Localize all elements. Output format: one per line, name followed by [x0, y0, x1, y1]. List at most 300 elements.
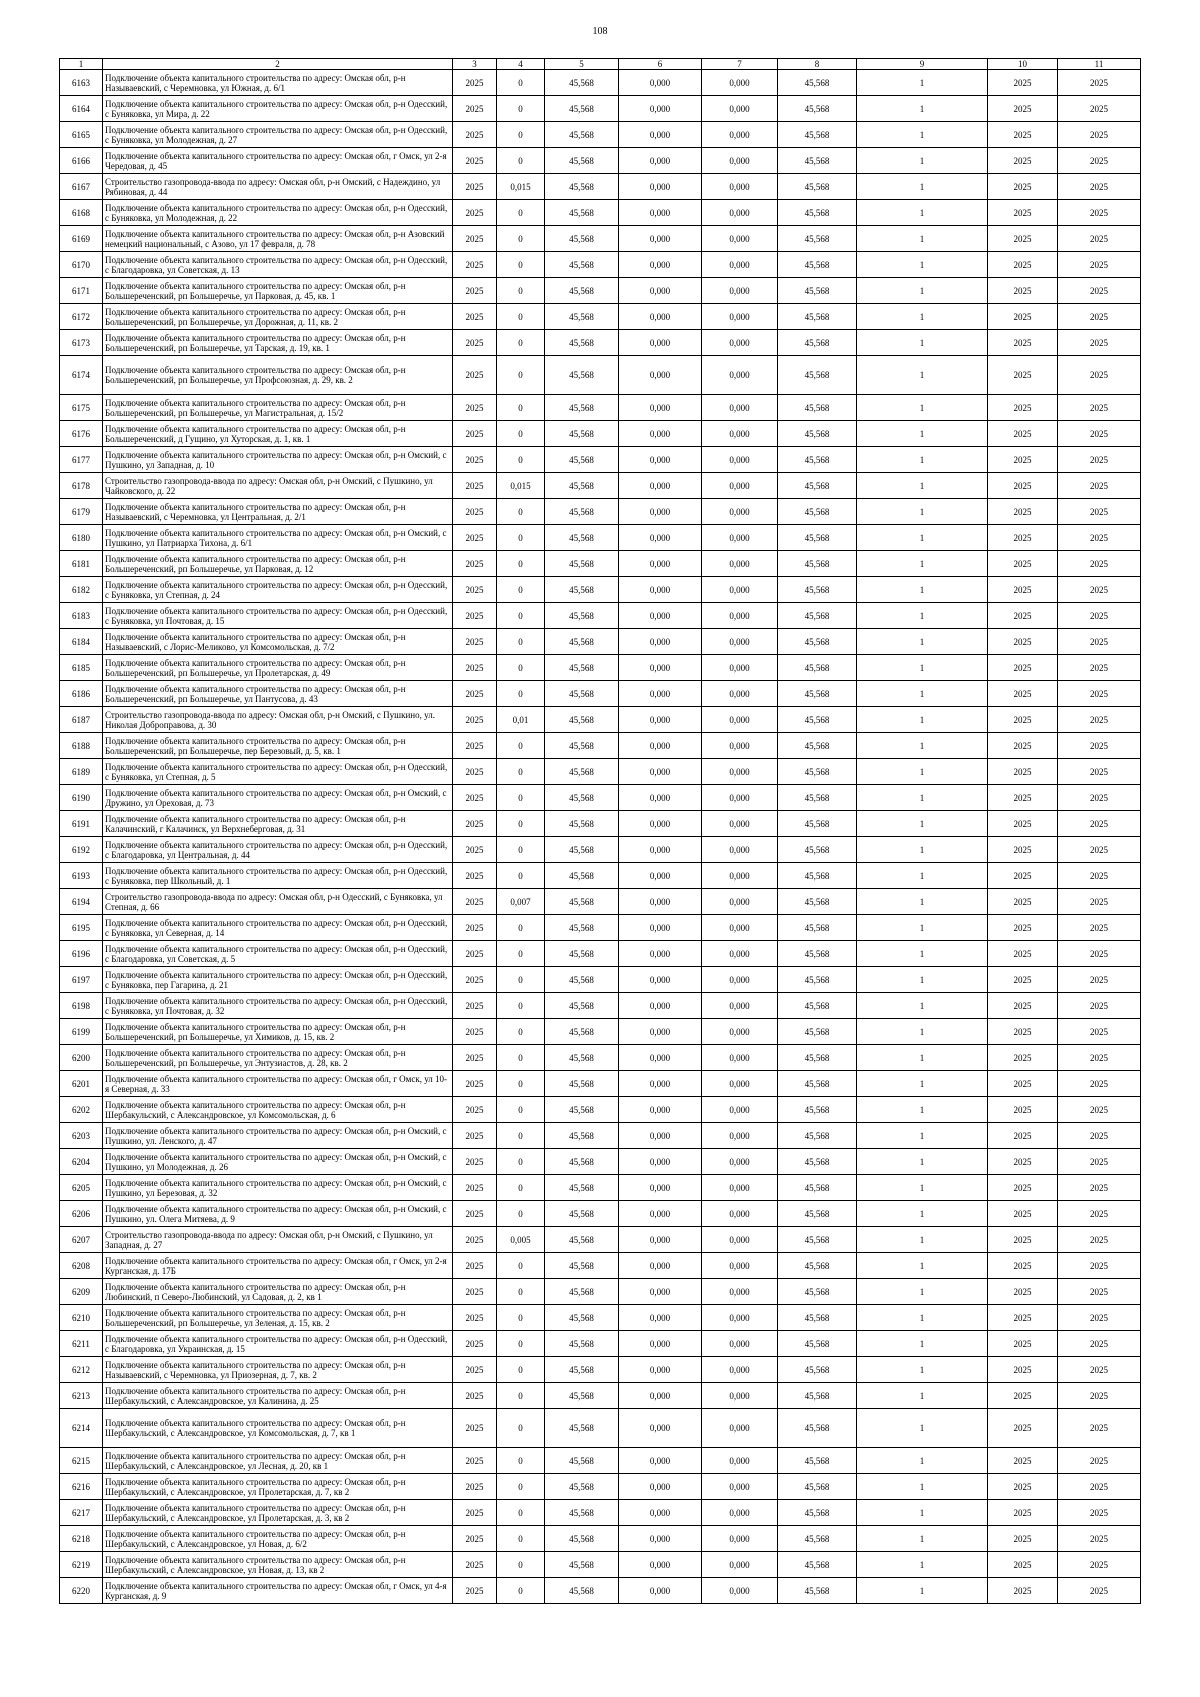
value-cell: 0,000 [619, 863, 702, 889]
year-cell: 2025 [453, 603, 497, 629]
value-cell: 45,568 [545, 226, 619, 252]
year-cell: 2025 [453, 1474, 497, 1500]
total-cell: 45,568 [778, 1123, 857, 1149]
table-row [60, 304, 1141, 330]
count-cell: 1 [857, 967, 988, 993]
value-cell: 0,000 [619, 395, 702, 421]
year-cell: 2025 [453, 200, 497, 226]
value-cell: 45,568 [545, 1019, 619, 1045]
year-cell: 2025 [453, 967, 497, 993]
value-cell: 0,000 [619, 174, 702, 200]
end-year-cell: 2025 [1058, 1500, 1141, 1526]
start-year-cell: 2025 [988, 1383, 1058, 1409]
length-cell: 0 [497, 629, 545, 655]
total-cell: 45,568 [778, 1253, 857, 1279]
count-cell: 1 [857, 733, 988, 759]
value-cell: 0,000 [702, 148, 778, 174]
value-cell: 45,568 [545, 1045, 619, 1071]
year-cell: 2025 [453, 70, 497, 96]
end-year-cell: 2025 [1058, 356, 1141, 395]
value-cell: 0,000 [702, 551, 778, 577]
total-cell: 45,568 [778, 655, 857, 681]
value-cell: 0,000 [702, 395, 778, 421]
value-cell: 45,568 [545, 1071, 619, 1097]
count-cell: 1 [857, 915, 988, 941]
start-year-cell: 2025 [988, 1357, 1058, 1383]
value-cell: 45,568 [545, 681, 619, 707]
count-cell: 1 [857, 525, 988, 551]
table-row [60, 499, 1141, 525]
description-cell: Подключение объекта капитального строительства по адресу: Омская обл, р-н Омский, с Пушкино, ул Западная, д. 10 [103, 447, 453, 473]
total-cell: 45,568 [778, 889, 857, 915]
row-number-cell: 6178 [60, 473, 103, 499]
table-row [60, 1383, 1141, 1409]
value-cell: 0,000 [702, 330, 778, 356]
end-year-cell: 2025 [1058, 1383, 1141, 1409]
table-row [60, 1578, 1141, 1604]
table-row [60, 811, 1141, 837]
year-cell: 2025 [453, 993, 497, 1019]
value-cell: 0,000 [619, 473, 702, 499]
end-year-cell: 2025 [1058, 889, 1141, 915]
row-number-cell: 6196 [60, 941, 103, 967]
table-row [60, 941, 1141, 967]
table-row [60, 629, 1141, 655]
total-cell: 45,568 [778, 1474, 857, 1500]
row-number-cell: 6180 [60, 525, 103, 551]
length-cell: 0 [497, 1097, 545, 1123]
end-year-cell: 2025 [1058, 395, 1141, 421]
total-cell: 45,568 [778, 122, 857, 148]
value-cell: 0,000 [619, 759, 702, 785]
value-cell: 0,000 [702, 993, 778, 1019]
row-number-cell: 6187 [60, 707, 103, 733]
value-cell: 0,000 [619, 200, 702, 226]
start-year-cell: 2025 [988, 655, 1058, 681]
value-cell: 0,000 [702, 1526, 778, 1552]
year-cell: 2025 [453, 1448, 497, 1474]
value-cell: 0,000 [702, 915, 778, 941]
length-cell: 0 [497, 1175, 545, 1201]
value-cell: 0,000 [702, 1071, 778, 1097]
row-number-cell: 6165 [60, 122, 103, 148]
start-year-cell: 2025 [988, 1448, 1058, 1474]
value-cell: 0,000 [702, 577, 778, 603]
row-number-cell: 6206 [60, 1201, 103, 1227]
year-cell: 2025 [453, 1305, 497, 1331]
length-cell: 0 [497, 681, 545, 707]
year-cell: 2025 [453, 837, 497, 863]
value-cell: 0,000 [619, 1331, 702, 1357]
description-cell: Строительство газопровода-ввода по адресу: Омская обл, р-н Одесский, с Буняковка, ул Степная, д. 66 [103, 889, 453, 915]
value-cell: 45,568 [545, 1552, 619, 1578]
description-cell: Строительство газопровода-ввода по адресу: Омская обл, р-н Омский, с Пушкино, ул Чайковского, д. 22 [103, 473, 453, 499]
table-row [60, 473, 1141, 499]
start-year-cell: 2025 [988, 837, 1058, 863]
value-cell: 45,568 [545, 1279, 619, 1305]
table-row [60, 1279, 1141, 1305]
year-cell: 2025 [453, 1331, 497, 1357]
description-cell: Подключение объекта капитального строительства по адресу: Омская обл, р-н Одесский, с Благодаровка, ул Украинская, д. 15 [103, 1331, 453, 1357]
start-year-cell: 2025 [988, 1305, 1058, 1331]
end-year-cell: 2025 [1058, 1526, 1141, 1552]
row-number-cell: 6183 [60, 603, 103, 629]
value-cell: 0,000 [702, 1409, 778, 1448]
value-cell: 45,568 [545, 174, 619, 200]
total-cell: 45,568 [778, 603, 857, 629]
description-cell: Подключение объекта капитального строительства по адресу: Омская обл, р-н Большереченский, рп Большеречье, ул Энтузиастов, д. 28, кв. 2 [103, 1045, 453, 1071]
row-number-cell: 6213 [60, 1383, 103, 1409]
value-cell: 0,000 [702, 1578, 778, 1604]
count-cell: 1 [857, 252, 988, 278]
total-cell: 45,568 [778, 421, 857, 447]
year-cell: 2025 [453, 1019, 497, 1045]
total-cell: 45,568 [778, 1279, 857, 1305]
table-row [60, 915, 1141, 941]
start-year-cell: 2025 [988, 1578, 1058, 1604]
value-cell: 0,000 [702, 941, 778, 967]
value-cell: 45,568 [545, 733, 619, 759]
start-year-cell: 2025 [988, 993, 1058, 1019]
table-row [60, 1175, 1141, 1201]
value-cell: 0,000 [702, 1201, 778, 1227]
end-year-cell: 2025 [1058, 174, 1141, 200]
value-cell: 45,568 [545, 785, 619, 811]
value-cell: 0,000 [702, 70, 778, 96]
length-cell: 0 [497, 1474, 545, 1500]
value-cell: 45,568 [545, 811, 619, 837]
table-row [60, 551, 1141, 577]
start-year-cell: 2025 [988, 1552, 1058, 1578]
length-cell: 0 [497, 70, 545, 96]
row-number-cell: 6198 [60, 993, 103, 1019]
count-cell: 1 [857, 785, 988, 811]
year-cell: 2025 [453, 252, 497, 278]
description-cell: Подключение объекта капитального строительства по адресу: Омская обл, р-н Большереченский, рп Большеречье, ул Пролетарская, д. 49 [103, 655, 453, 681]
year-cell: 2025 [453, 915, 497, 941]
row-number-cell: 6200 [60, 1045, 103, 1071]
length-cell: 0 [497, 525, 545, 551]
table-row [60, 603, 1141, 629]
value-cell: 0,000 [619, 499, 702, 525]
end-year-cell: 2025 [1058, 252, 1141, 278]
length-cell: 0 [497, 122, 545, 148]
year-cell: 2025 [453, 304, 497, 330]
value-cell: 0,000 [619, 148, 702, 174]
year-cell: 2025 [453, 1578, 497, 1604]
value-cell: 0,000 [702, 1500, 778, 1526]
end-year-cell: 2025 [1058, 941, 1141, 967]
row-number-cell: 6169 [60, 226, 103, 252]
value-cell: 0,000 [619, 1357, 702, 1383]
value-cell: 0,000 [619, 915, 702, 941]
value-cell: 45,568 [545, 603, 619, 629]
value-cell: 0,000 [619, 1448, 702, 1474]
value-cell: 45,568 [545, 1227, 619, 1253]
row-number-cell: 6215 [60, 1448, 103, 1474]
row-number-cell: 6203 [60, 1123, 103, 1149]
end-year-cell: 2025 [1058, 993, 1141, 1019]
total-cell: 45,568 [778, 629, 857, 655]
description-cell: Подключение объекта капитального строительства по адресу: Омская обл, р-н Омский, с Пушкино, ул Патриарха Тихона, д. 6/1 [103, 525, 453, 551]
year-cell: 2025 [453, 681, 497, 707]
table-row [60, 525, 1141, 551]
description-cell: Строительство газопровода-ввода по адресу: Омская обл, р-н Омский, с Пушкино, ул. Николая Доброправова, д. 30 [103, 707, 453, 733]
count-cell: 1 [857, 551, 988, 577]
column-header: 9 [857, 59, 988, 70]
start-year-cell: 2025 [988, 681, 1058, 707]
table-row [60, 200, 1141, 226]
length-cell: 0 [497, 863, 545, 889]
value-cell: 45,568 [545, 551, 619, 577]
count-cell: 1 [857, 1071, 988, 1097]
value-cell: 0,000 [702, 356, 778, 395]
end-year-cell: 2025 [1058, 1149, 1141, 1175]
count-cell: 1 [857, 837, 988, 863]
length-cell: 0 [497, 1357, 545, 1383]
end-year-cell: 2025 [1058, 629, 1141, 655]
value-cell: 0,000 [619, 70, 702, 96]
start-year-cell: 2025 [988, 603, 1058, 629]
table-row [60, 733, 1141, 759]
length-cell: 0 [497, 759, 545, 785]
length-cell: 0 [497, 304, 545, 330]
total-cell: 45,568 [778, 1552, 857, 1578]
table-row [60, 278, 1141, 304]
year-cell: 2025 [453, 551, 497, 577]
row-number-cell: 6168 [60, 200, 103, 226]
value-cell: 45,568 [545, 1097, 619, 1123]
table-row [60, 356, 1141, 395]
length-cell: 0 [497, 1019, 545, 1045]
value-cell: 0,000 [702, 1474, 778, 1500]
row-number-cell: 6181 [60, 551, 103, 577]
description-cell: Подключение объекта капитального строительства по адресу: Омская обл, р-н Называевский, с Черемновка, ул Центральная, д. 2/1 [103, 499, 453, 525]
end-year-cell: 2025 [1058, 278, 1141, 304]
total-cell: 45,568 [778, 733, 857, 759]
total-cell: 45,568 [778, 395, 857, 421]
row-number-cell: 6177 [60, 447, 103, 473]
value-cell: 45,568 [545, 356, 619, 395]
value-cell: 0,000 [619, 733, 702, 759]
value-cell: 0,000 [619, 1097, 702, 1123]
total-cell: 45,568 [778, 707, 857, 733]
value-cell: 0,000 [619, 941, 702, 967]
table-row [60, 421, 1141, 447]
end-year-cell: 2025 [1058, 1071, 1141, 1097]
end-year-cell: 2025 [1058, 1045, 1141, 1071]
end-year-cell: 2025 [1058, 1097, 1141, 1123]
length-cell: 0 [497, 1279, 545, 1305]
end-year-cell: 2025 [1058, 122, 1141, 148]
end-year-cell: 2025 [1058, 1253, 1141, 1279]
total-cell: 45,568 [778, 1149, 857, 1175]
start-year-cell: 2025 [988, 759, 1058, 785]
total-cell: 45,568 [778, 681, 857, 707]
description-cell: Подключение объекта капитального строительства по адресу: Омская обл, р-н Большереченский, рп Большеречье, ул Дорожная, д. 11, кв. 2 [103, 304, 453, 330]
year-cell: 2025 [453, 174, 497, 200]
table-row [60, 1526, 1141, 1552]
count-cell: 1 [857, 1097, 988, 1123]
table-row [60, 863, 1141, 889]
end-year-cell: 2025 [1058, 1357, 1141, 1383]
total-cell: 45,568 [778, 96, 857, 122]
value-cell: 0,000 [702, 226, 778, 252]
end-year-cell: 2025 [1058, 707, 1141, 733]
year-cell: 2025 [453, 759, 497, 785]
table-row [60, 395, 1141, 421]
start-year-cell: 2025 [988, 421, 1058, 447]
total-cell: 45,568 [778, 967, 857, 993]
start-year-cell: 2025 [988, 1331, 1058, 1357]
start-year-cell: 2025 [988, 1071, 1058, 1097]
start-year-cell: 2025 [988, 941, 1058, 967]
value-cell: 0,000 [702, 1448, 778, 1474]
length-cell: 0 [497, 1526, 545, 1552]
end-year-cell: 2025 [1058, 330, 1141, 356]
end-year-cell: 2025 [1058, 226, 1141, 252]
data-table [59, 58, 1141, 1604]
length-cell: 0 [497, 96, 545, 122]
value-cell: 45,568 [545, 863, 619, 889]
start-year-cell: 2025 [988, 1526, 1058, 1552]
year-cell: 2025 [453, 395, 497, 421]
end-year-cell: 2025 [1058, 1409, 1141, 1448]
total-cell: 45,568 [778, 577, 857, 603]
description-cell: Подключение объекта капитального строительства по адресу: Омская обл, р-н Шербакульский, с Александровское, ул Новая, д. 6/2 [103, 1526, 453, 1552]
start-year-cell: 2025 [988, 96, 1058, 122]
row-number-cell: 6220 [60, 1578, 103, 1604]
description-cell: Подключение объекта капитального строительства по адресу: Омская обл, р-н Шербакульский, с Александровское, ул Калинина, д. 25 [103, 1383, 453, 1409]
value-cell: 0,000 [619, 1279, 702, 1305]
start-year-cell: 2025 [988, 1097, 1058, 1123]
total-cell: 45,568 [778, 1578, 857, 1604]
length-cell: 0 [497, 1500, 545, 1526]
year-cell: 2025 [453, 148, 497, 174]
start-year-cell: 2025 [988, 733, 1058, 759]
row-number-cell: 6204 [60, 1149, 103, 1175]
total-cell: 45,568 [778, 447, 857, 473]
value-cell: 0,000 [619, 1409, 702, 1448]
table-row [60, 174, 1141, 200]
value-cell: 45,568 [545, 1357, 619, 1383]
year-cell: 2025 [453, 525, 497, 551]
value-cell: 0,000 [702, 499, 778, 525]
total-cell: 45,568 [778, 1500, 857, 1526]
description-cell: Подключение объекта капитального строительства по адресу: Омская обл, р-н Любинский, п Северо-Любинский, ул Садовая, д. 2, кв 1 [103, 1279, 453, 1305]
year-cell: 2025 [453, 941, 497, 967]
value-cell: 45,568 [545, 1526, 619, 1552]
total-cell: 45,568 [778, 1526, 857, 1552]
value-cell: 45,568 [545, 655, 619, 681]
start-year-cell: 2025 [988, 395, 1058, 421]
length-cell: 0 [497, 499, 545, 525]
end-year-cell: 2025 [1058, 96, 1141, 122]
value-cell: 0,000 [702, 707, 778, 733]
length-cell: 0 [497, 148, 545, 174]
value-cell: 0,000 [702, 967, 778, 993]
total-cell: 45,568 [778, 837, 857, 863]
description-cell: Строительство газопровода-ввода по адресу: Омская обл, р-н Омский, с Пушкино, ул Западная, д. 27 [103, 1227, 453, 1253]
row-number-cell: 6194 [60, 889, 103, 915]
description-cell: Подключение объекта капитального строительства по адресу: Омская обл, р-н Одесский, с Буняковка, ул Степная, д. 24 [103, 577, 453, 603]
description-cell: Подключение объекта капитального строительства по адресу: Омская обл, р-н Омский, с Пушкино, ул. Олега Митяева, д. 9 [103, 1201, 453, 1227]
count-cell: 1 [857, 889, 988, 915]
value-cell: 45,568 [545, 967, 619, 993]
table-row [60, 577, 1141, 603]
value-cell: 0,000 [702, 811, 778, 837]
length-cell: 0 [497, 1253, 545, 1279]
value-cell: 45,568 [545, 96, 619, 122]
table-row [60, 447, 1141, 473]
start-year-cell: 2025 [988, 1045, 1058, 1071]
total-cell: 45,568 [778, 174, 857, 200]
total-cell: 45,568 [778, 1448, 857, 1474]
row-number-cell: 6211 [60, 1331, 103, 1357]
total-cell: 45,568 [778, 356, 857, 395]
description-cell: Подключение объекта капитального строительства по адресу: Омская обл, р-н Азовский немецкий национальный, с Азово, ул 17 февраля, д. 78 [103, 226, 453, 252]
year-cell: 2025 [453, 226, 497, 252]
description-cell: Подключение объекта капитального строительства по адресу: Омская обл, р-н Шербакульский, с Александровское, ул Лесная, д. 20, кв 1 [103, 1448, 453, 1474]
year-cell: 2025 [453, 1201, 497, 1227]
year-cell: 2025 [453, 1097, 497, 1123]
value-cell: 0,000 [702, 525, 778, 551]
end-year-cell: 2025 [1058, 1448, 1141, 1474]
description-cell: Подключение объекта капитального строительства по адресу: Омская обл, р-н Большереченский, рп Большеречье, ул Химиков, д. 15, кв. 2 [103, 1019, 453, 1045]
length-cell: 0 [497, 1149, 545, 1175]
start-year-cell: 2025 [988, 278, 1058, 304]
length-cell: 0 [497, 1331, 545, 1357]
value-cell: 45,568 [545, 148, 619, 174]
start-year-cell: 2025 [988, 122, 1058, 148]
start-year-cell: 2025 [988, 330, 1058, 356]
count-cell: 1 [857, 499, 988, 525]
row-number-cell: 6186 [60, 681, 103, 707]
table-body [60, 59, 1141, 1604]
year-cell: 2025 [453, 655, 497, 681]
year-cell: 2025 [453, 1227, 497, 1253]
start-year-cell: 2025 [988, 915, 1058, 941]
end-year-cell: 2025 [1058, 967, 1141, 993]
count-cell: 1 [857, 1474, 988, 1500]
total-cell: 45,568 [778, 1097, 857, 1123]
value-cell: 45,568 [545, 1500, 619, 1526]
year-cell: 2025 [453, 629, 497, 655]
total-cell: 45,568 [778, 1305, 857, 1331]
length-cell: 0 [497, 1409, 545, 1448]
column-header: 7 [702, 59, 778, 70]
value-cell: 45,568 [545, 577, 619, 603]
total-cell: 45,568 [778, 1331, 857, 1357]
table-row [60, 96, 1141, 122]
total-cell: 45,568 [778, 330, 857, 356]
page-number: 108 [592, 26, 608, 37]
count-cell: 1 [857, 1552, 988, 1578]
value-cell: 0,000 [702, 1331, 778, 1357]
end-year-cell: 2025 [1058, 200, 1141, 226]
value-cell: 0,000 [619, 551, 702, 577]
column-header: 3 [453, 59, 497, 70]
count-cell: 1 [857, 226, 988, 252]
description-cell: Подключение объекта капитального строительства по адресу: Омская обл, р-н Одесский, с Буняковка, ул Почтовая, д. 32 [103, 993, 453, 1019]
end-year-cell: 2025 [1058, 551, 1141, 577]
length-cell: 0 [497, 993, 545, 1019]
value-cell: 0,000 [619, 785, 702, 811]
end-year-cell: 2025 [1058, 1578, 1141, 1604]
length-cell: 0 [497, 941, 545, 967]
description-cell: Подключение объекта капитального строительства по адресу: Омская обл, р-н Большереченский, рп Большеречье, ул Зеленая, д. 15, кв. 2 [103, 1305, 453, 1331]
value-cell: 45,568 [545, 1175, 619, 1201]
